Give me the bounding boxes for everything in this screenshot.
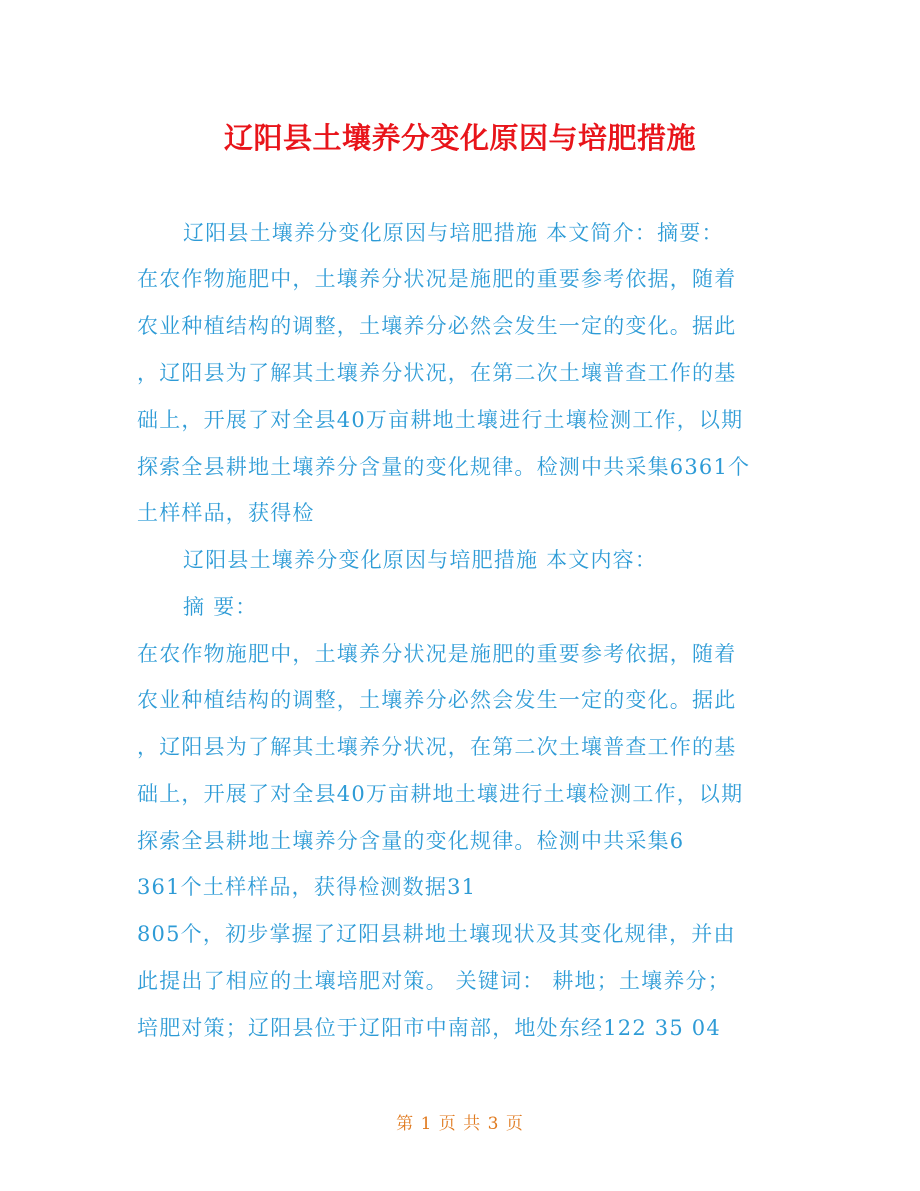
body-line-8: 此提出了相应的土壤培肥对策。 关键词： 耕地；土壤养分； [137, 969, 730, 993]
body-line-1: 在农作物施肥中，土壤养分状况是施肥的重要参考依据，随着 [137, 642, 737, 666]
body-line-2: 农业种植结构的调整，土壤养分必然会发生一定的变化。据此 [137, 688, 737, 712]
body-line-7: 805个，初步掌握了辽阳县耕地土壤现状及其变化规律，并由 [137, 922, 736, 946]
content-heading-line: 辽阳县土壤养分变化原因与培肥措施 本文内容： [183, 548, 658, 572]
intro-line-7: 土样样品，获得检 [137, 501, 315, 525]
intro-line-3: 农业种植结构的调整，土壤养分必然会发生一定的变化。据此 [137, 314, 737, 338]
body-line-6: 361个土样样品，获得检测数据31 [137, 875, 477, 899]
intro-line-6: 探索全县耕地土壤养分含量的变化规律。检测中共采集6361个 [137, 455, 751, 479]
intro-line-1: 辽阳县土壤养分变化原因与培肥措施 本文简介：摘要： [183, 221, 724, 245]
intro-line-2: 在农作物施肥中，土壤养分状况是施肥的重要参考依据，随着 [137, 267, 737, 291]
abstract-label: 摘 要： [183, 595, 258, 619]
document-title: 辽阳县土壤养分变化原因与培肥措施 [223, 121, 696, 155]
intro-line-4: ，辽阳县为了解其土壤养分状况，在第二次土壤普查工作的基 [137, 361, 737, 385]
page-number-footer: 第 1 页 共 3 页 [396, 1114, 524, 1134]
body-line-4: 础上，开展了对全县40万亩耕地土壤进行土壤检测工作，以期 [137, 782, 744, 806]
intro-line-5: 础上，开展了对全县40万亩耕地土壤进行土壤检测工作，以期 [137, 408, 744, 432]
body-line-5: 探索全县耕地土壤养分含量的变化规律。检测中共采集6 [137, 829, 685, 853]
body-line-9: 培肥对策；辽阳县位于辽阳市中南部，地处东经122 35 04 [137, 1016, 721, 1040]
body-line-3: ，辽阳县为了解其土壤养分状况，在第二次土壤普查工作的基 [137, 735, 737, 759]
